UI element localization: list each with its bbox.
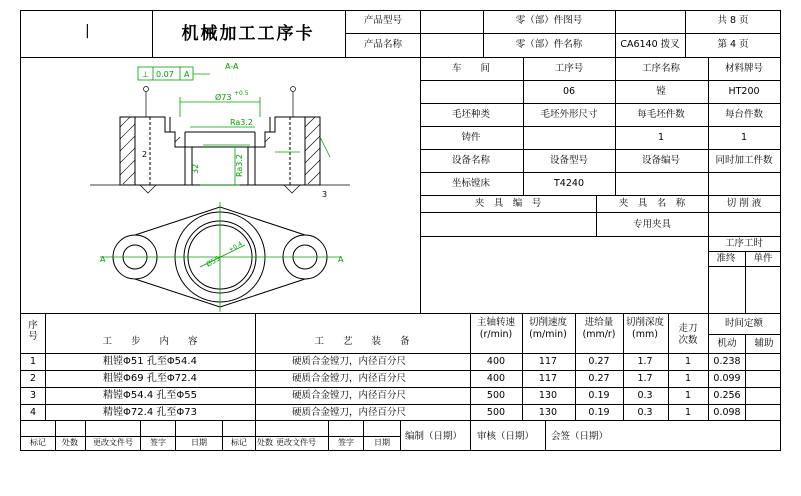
- workshop-label: 车 间: [451, 63, 491, 74]
- material-label: 材料牌号: [724, 63, 764, 74]
- row-1-feed: 0.27: [588, 356, 610, 367]
- product-model-label: 产品型号: [363, 15, 403, 26]
- row-1-seq: 1: [29, 356, 37, 367]
- svg-text:Ø73: Ø73: [215, 93, 232, 102]
- op-no-label: 工序号: [554, 63, 584, 74]
- row-1-equip: 硬质合金镗刀，内径百分尺: [292, 356, 407, 367]
- step-header: 工 步 内 容: [102, 336, 198, 347]
- date-label-2: 日期: [374, 438, 390, 447]
- row-2-machine: 0.099: [713, 373, 741, 384]
- row-4-equip: 硬质合金镗刀，内径百分尺: [292, 407, 407, 418]
- row-3-equip: 硬质合金镗刀，内径百分尺: [292, 390, 407, 401]
- row-1-vc: 117: [538, 356, 558, 367]
- fixture-name-value: 专用夹具: [632, 219, 672, 230]
- row-3-passes: 1: [684, 390, 692, 401]
- place-count-label: 处数: [62, 438, 78, 447]
- op-no-value: 06: [562, 86, 576, 97]
- svg-text:A: A: [184, 70, 190, 79]
- unit-time-label: 单件: [753, 253, 773, 264]
- time-quota-header: 时间定额: [724, 318, 764, 329]
- svg-text:+0.4: +0.4: [227, 240, 244, 254]
- card-title: 机械加工工序卡: [181, 24, 315, 44]
- speed-header: 主轴转速(r/min): [476, 317, 515, 340]
- date-label: 日期: [191, 438, 207, 447]
- countersign-label: 会签（日期）: [551, 431, 609, 442]
- mark-label-2: 标记: [231, 438, 247, 447]
- svg-text:2: 2: [142, 150, 148, 159]
- material-value: HT200: [728, 86, 760, 97]
- fixture-name-label: 夹 具 名 称: [618, 198, 686, 209]
- compile-label: 编制（日期）: [405, 431, 463, 442]
- row-3-seq: 3: [29, 390, 37, 401]
- seq-header: 序号: [28, 320, 38, 343]
- passes-header: 走刀次数: [678, 323, 698, 346]
- row-3-vc: 130: [538, 390, 558, 401]
- signature-label: 签字: [150, 438, 166, 447]
- svg-text:Ø55: Ø55: [205, 254, 222, 269]
- per-unit-label: 每台件数: [724, 109, 764, 120]
- row-4-seq: 4: [29, 407, 37, 418]
- row-3-step: 精镗Φ54.4 孔至Φ55: [103, 390, 197, 401]
- feed-header: 进给量(mm/r): [582, 317, 616, 340]
- row-2-step: 粗镗Φ69 孔至Φ72.4: [103, 373, 197, 384]
- row-2-feed: 0.27: [588, 373, 610, 384]
- row-4-passes: 1: [684, 407, 692, 418]
- row-4-machine: 0.098: [713, 407, 741, 418]
- change-doc-label: 更改文件号: [93, 438, 133, 447]
- row-1-passes: 1: [684, 356, 692, 367]
- row-1-speed: 400: [486, 356, 506, 367]
- equip-model-value: T4240: [554, 178, 584, 189]
- blank-size-label: 毛坯外形尺寸: [540, 109, 598, 120]
- mark-label: 标记: [30, 438, 46, 447]
- depth-header: 切削深度(mm): [625, 317, 664, 340]
- row-4-feed: 0.19: [588, 407, 610, 418]
- row-2-equip: 硬质合金镗刀，内径百分尺: [292, 373, 407, 384]
- row-4-vc: 130: [538, 407, 558, 418]
- section-view: [120, 117, 400, 185]
- row-4-depth: 0.3: [637, 407, 653, 418]
- row-1-depth: 1.7: [637, 356, 653, 367]
- svg-text:A-A: A-A: [225, 62, 239, 71]
- equip-no-label: 设备编号: [641, 155, 681, 166]
- left-mark: |: [85, 23, 90, 39]
- row-1-step: 粗镗Φ51 孔至Φ54.4: [103, 356, 197, 367]
- page-number: 第 4 页: [717, 39, 749, 50]
- row-3-depth: 0.3: [637, 390, 653, 401]
- row-3-speed: 500: [486, 390, 506, 401]
- row-3-feed: 0.19: [588, 390, 610, 401]
- blank-type-value: 铸件: [461, 132, 481, 143]
- equip-name-label: 设备名称: [451, 155, 491, 166]
- equip-name-value: 坐标镗床: [451, 178, 491, 189]
- row-1-machine: 0.238: [713, 356, 741, 367]
- row-2-vc: 117: [538, 373, 558, 384]
- simul-parts-label: 同时加工件数: [715, 155, 773, 166]
- row-3-machine: 0.256: [713, 390, 741, 401]
- svg-text:3: 3: [322, 190, 328, 199]
- gdt-symbol-icon: ⊥: [142, 70, 149, 79]
- svg-text:0.07: 0.07: [156, 70, 174, 79]
- total-pages: 共 8 页: [717, 15, 749, 26]
- per-blank-value: 1: [657, 132, 665, 143]
- svg-text:A: A: [100, 255, 106, 264]
- cut-speed-header: 切削速度(m/min): [528, 317, 567, 340]
- equip-model-label: 设备型号: [549, 155, 589, 166]
- prep-time-label: 准终: [716, 253, 736, 264]
- machine-time-header: 机动: [717, 338, 737, 349]
- place-count-label-2: 处数: [257, 438, 273, 447]
- op-name-label: 工序名称: [641, 63, 681, 74]
- change-doc-label-2: 更改文件号: [276, 438, 316, 447]
- row-2-speed: 400: [486, 373, 506, 384]
- review-label: 审核（日期）: [477, 431, 535, 442]
- product-name-label: 产品名称: [363, 39, 403, 50]
- row-2-seq: 2: [29, 373, 37, 384]
- svg-text:+0.5: +0.5: [234, 90, 249, 97]
- part-drawing: [20, 57, 420, 313]
- per-unit-value: 1: [740, 132, 748, 143]
- part-name-label: 零（部）件名称: [515, 39, 583, 50]
- equip-header: 工 艺 装 备: [314, 336, 410, 347]
- row-4-step: 精镗Φ72.4 孔至Φ73: [103, 407, 197, 418]
- row-2-depth: 1.7: [637, 373, 653, 384]
- signature-label-2: 签字: [338, 438, 354, 447]
- svg-text:Ra3.2: Ra3.2: [235, 153, 244, 177]
- row-2-passes: 1: [684, 373, 692, 384]
- op-name-value: 镗: [656, 86, 666, 97]
- op-time-label: 工序工时: [724, 238, 764, 249]
- row-4-speed: 500: [486, 407, 506, 418]
- fixture-no-label: 夹 具 编 号: [474, 198, 542, 209]
- part-name-value: CA6140 拨叉: [620, 39, 680, 50]
- part-drawing-no-label: 零（部）件图号: [515, 15, 583, 26]
- svg-text:A: A: [338, 255, 344, 264]
- aux-time-header: 辅助: [754, 338, 774, 349]
- coolant-label: 切 削 液: [726, 198, 762, 209]
- svg-text:32: 32: [191, 163, 200, 174]
- blank-type-label: 毛坯种类: [451, 109, 491, 120]
- svg-text:Ra3.2: Ra3.2: [230, 118, 254, 127]
- per-blank-label: 每毛坯件数: [637, 109, 685, 120]
